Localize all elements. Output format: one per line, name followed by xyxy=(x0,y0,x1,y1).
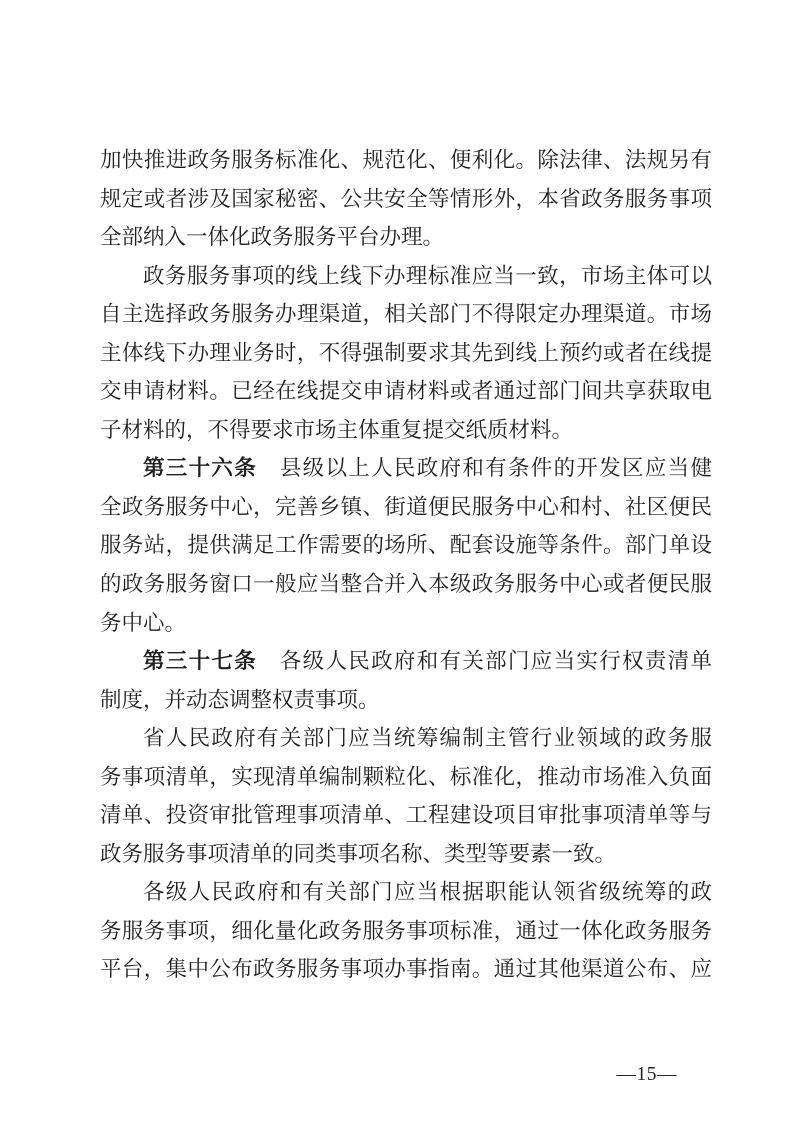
article-number: 第三十七条 xyxy=(143,649,258,674)
article-text: 县级以上人民政府和有条件的开发区应当健 xyxy=(257,456,712,481)
text-line: 政务服务事项的线上线下办理标准应当一致，市场主体可以 xyxy=(143,263,712,288)
text-line xyxy=(100,642,712,681)
paragraph xyxy=(100,719,712,873)
paragraph xyxy=(100,141,712,257)
article-number: 第三十六条 xyxy=(143,456,258,481)
paragraph xyxy=(100,449,712,642)
text-line: 交申请材料。已经在线提交申请材料或者通过部门间共享获取电 xyxy=(100,379,712,404)
text-line: 清单、投资审批管理事项清单、工程建设项目审批事项清单等与 xyxy=(100,803,712,828)
text-line: 的政务服务窗口一般应当整合并入本级政务服务中心或者便民服 xyxy=(100,572,712,597)
text-line: 务中心。 xyxy=(100,610,187,635)
text-line: 服务站，提供满足工作需要的场所、配套设施等条件。部门单设 xyxy=(100,533,712,558)
document-body xyxy=(100,141,712,989)
text-line: 政务服务事项清单的同类事项名称、类型等要素一致。 xyxy=(100,841,617,866)
text-line: 省人民政府有关部门应当统筹编制主管行业领域的政务服 xyxy=(143,726,712,751)
paragraph xyxy=(100,257,712,450)
text-line xyxy=(100,449,712,488)
text-line: 自主选择政务服务办理渠道，相关部门不得限定办理渠道。市场 xyxy=(100,302,712,327)
text-line: 平台，集中公布政务服务事项办事指南。通过其他渠道公布、应 xyxy=(100,957,712,982)
paragraph xyxy=(100,873,712,989)
article-text: 各级人民政府和有关部门应当实行权责清单 xyxy=(257,649,712,674)
text-line: 务事项清单，实现清单编制颗粒化、标准化，推动市场准入负面 xyxy=(100,764,712,789)
text-line: 务服务事项，细化量化政务服务事项标准，通过一体化政务服务 xyxy=(100,918,712,943)
text-line: 各级人民政府和有关部门应当根据职能认领省级统筹的政 xyxy=(143,880,712,905)
text-line: 加快推进政务服务标准化、规范化、便利化。除法律、法规另有 xyxy=(100,148,712,172)
text-line: 规定或者涉及国家秘密、公共安全等情形外，本省政务服务事项 xyxy=(100,186,712,211)
text-line: 全政务服务中心，完善乡镇、街道便民服务中心和村、社区便民 xyxy=(100,494,712,519)
paragraph xyxy=(100,642,712,719)
page-number: —15— xyxy=(616,1064,677,1085)
text-line: 子材料的，不得要求市场主体重复提交纸质材料。 xyxy=(100,417,574,442)
text-line: 主体线下办理业务时，不得强制要求其先到线上预约或者在线提 xyxy=(100,340,712,365)
text-line: 制度，并动态调整权责事项。 xyxy=(100,687,380,712)
text-line: 全部纳入一体化政务服务平台办理。 xyxy=(100,225,445,250)
